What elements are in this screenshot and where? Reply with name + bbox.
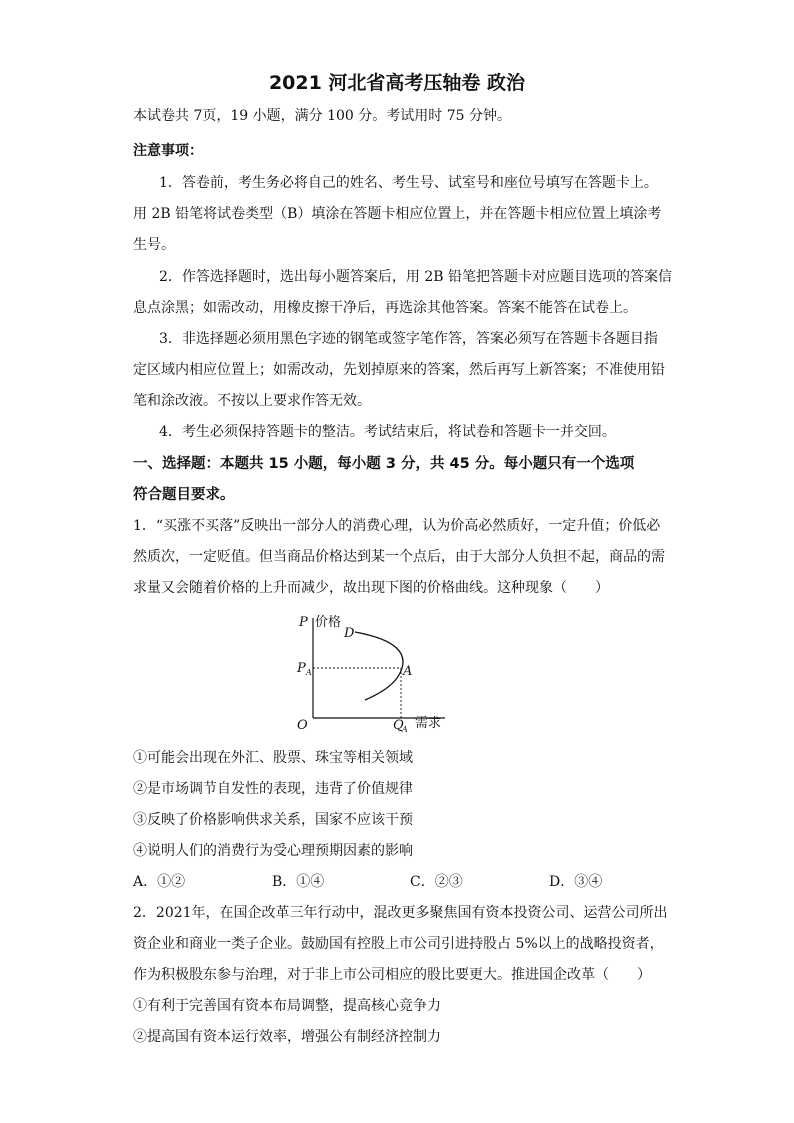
- point-label-a: A: [403, 664, 413, 679]
- q2-stem-line-3: 作为积极股东参与治理，对于非上市公司相应的股比要更大。推进国企改革（ ）: [133, 967, 651, 983]
- notice-4-line-1: 4．考生必须保持答题卡的整洁。考试结束后，将试卷和答题卡一并交回。: [159, 424, 616, 440]
- q2-statement-1: ①有利于完善国有资本布局调整，提高核心竞争力: [133, 998, 441, 1014]
- qa-label: Q: [393, 718, 404, 733]
- notice-3-line-2: 定区域内相应位置上；如需改动，先划掉原来的答案，然后再写上新答案；不准使用铅: [133, 362, 665, 378]
- q1-stem-line-3: 求量又会随着价格的上升而减少，故出现下图的价格曲线。这种现象（ ）: [133, 580, 609, 596]
- notice-3-line-3: 笔和涂改液。不按以上要求作答无效。: [133, 393, 371, 409]
- q1-option-a: A．①②: [133, 874, 186, 890]
- q2-statement-2: ②提高国有资本运行效率，增强公有制经济控制力: [133, 1029, 441, 1045]
- notice-3-line-1: 3．非选择题必须用黑色字迹的钢笔或签字笔作答，答案必须写在答题卡各题目指: [159, 331, 658, 347]
- q1-statement-2: ②是市场调节自发性的表现，违背了价值规律: [133, 781, 413, 797]
- q1-statement-4: ④说明人们的消费行为受心理预期因素的影响: [133, 843, 413, 859]
- page-title: 2021 河北省高考压轴卷 政治: [268, 72, 526, 94]
- q1-price-demand-figure: [285, 608, 455, 733]
- pa-label: P: [297, 661, 306, 676]
- y-axis-symbol: P: [299, 615, 308, 630]
- q1-stem-line-2: 然质次，一定贬值。但当商品价格达到某一个点后，由于大部分人负担不起，商品的需: [133, 549, 665, 565]
- curve-label-d: D: [344, 626, 355, 641]
- pa-subscript: A: [306, 668, 312, 677]
- y-axis-label: 价格: [315, 615, 342, 630]
- exam-intro: 本试卷共 7页，19 小题，满分 100 分。考试用时 75 分钟。: [133, 108, 511, 124]
- q1-stem-line-1: 1．“买涨不买落”反映出一部分人的消费心理，认为价高必然质好，一定升值；价低必: [133, 518, 661, 534]
- notice-2-line-1: 2．作答选择题时，选出每小题答案后，用 2B 铅笔把答题卡对应题目选项的答案信: [159, 269, 673, 285]
- q1-statement-3: ③反映了价格影响供求关系，国家不应该干预: [133, 812, 413, 828]
- notice-1-line-3: 生号。: [133, 237, 175, 253]
- section1-heading-line-1: 一、选择题：本题共 15 小题，每小题 3 分，共 45 分。每小题只有一个选项: [133, 456, 635, 472]
- origin-label: O: [297, 718, 308, 733]
- x-axis-label: 需求: [415, 716, 442, 731]
- q2-stem-line-2: 资企业和商业一类子企业。鼓励国有控股上市公司引进持股占 5%以上的战略投资者，: [133, 936, 664, 952]
- q1-option-b: B．①④: [272, 874, 325, 890]
- notice-2-line-2: 息点涂黑；如需改动，用橡皮擦干净后，再选涂其他答案。答案不能答在试卷上。: [133, 300, 637, 316]
- q2-stem-line-1: 2．2021年，在国企改革三年行动中，混改更多聚焦国有资本投资公司、运营公司所出: [133, 905, 668, 921]
- q1-option-c: C．②③: [410, 874, 463, 890]
- price-curve: [355, 632, 403, 700]
- q1-option-d: D．③④: [549, 874, 603, 890]
- notice-1-line-1: 1．答卷前，考生务必将自己的姓名、考生号、试室号和座位号填写在答题卡上。: [159, 175, 658, 191]
- notice-heading: 注意事项：: [133, 143, 203, 159]
- qa-subscript: A: [402, 725, 408, 733]
- q1-statement-1: ①可能会出现在外汇、股票、珠宝等相关领域: [133, 750, 413, 766]
- section1-heading-line-2: 符合题目要求。: [133, 487, 235, 503]
- notice-1-line-2: 用 2B 铅笔将试卷类型（B）填涂在答题卡相应位置上，并在答题卡相应位置上填涂考: [133, 206, 662, 222]
